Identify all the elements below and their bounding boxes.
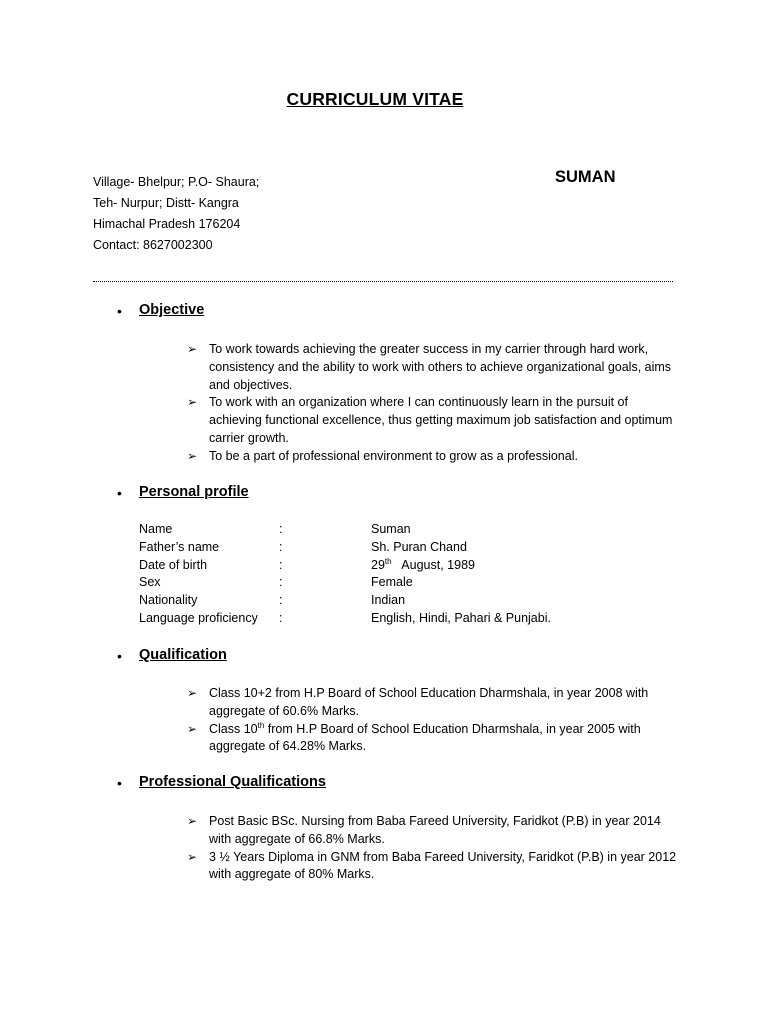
dob-suffix: th xyxy=(384,556,392,566)
list-item xyxy=(185,849,680,885)
class-label: Class 10 xyxy=(209,721,258,736)
profile-label: Language proficiency xyxy=(139,610,258,625)
list-item xyxy=(185,394,680,447)
arrow-bullet-icon: ➢ xyxy=(187,395,198,410)
section-header xyxy=(115,484,715,504)
list-item xyxy=(185,341,680,394)
address-line: Teh- Nurpur; Distt- Kangra xyxy=(93,196,239,210)
section-header xyxy=(115,774,715,794)
table-row xyxy=(139,540,631,558)
bullet-icon: • xyxy=(117,303,122,319)
profile-separator: : xyxy=(279,522,283,536)
profile-value: English, Hindi, Pahari & Punjabi. xyxy=(371,610,551,625)
dob-rest: August, 1989 xyxy=(391,557,475,572)
profile-label: Date of birth xyxy=(139,557,208,572)
qualification-text xyxy=(209,722,641,754)
profile-value: Suman xyxy=(371,522,411,536)
objective-heading: Objective xyxy=(139,302,205,318)
arrow-bullet-icon: ➢ xyxy=(187,686,198,700)
personal-profile-table xyxy=(139,522,631,629)
table-row xyxy=(139,593,631,611)
profile-value: Sh. Puran Chand xyxy=(371,539,467,554)
profile-separator: : xyxy=(279,539,283,554)
professional-qualification-text: Post Basic BSc. Nursing from Baba Fareed University, Faridkot (P.B) in year 2014 with aggregate of 66.8% Marks. xyxy=(209,814,661,846)
objective-list xyxy=(185,341,680,466)
profile-separator: : xyxy=(279,610,283,625)
profile-separator: : xyxy=(279,593,283,608)
professional-qualifications-list xyxy=(185,813,680,884)
document-title: CURRICULUM VITAE xyxy=(286,89,464,109)
arrow-bullet-icon: ➢ xyxy=(187,342,198,356)
class-suffix: th xyxy=(257,720,265,730)
address-block xyxy=(93,172,259,256)
table-row xyxy=(139,522,631,540)
list-item xyxy=(185,685,680,721)
professional-qualifications-heading: Professional Qualifications xyxy=(139,774,326,790)
profile-value: Female xyxy=(371,575,413,590)
profile-value: Indian xyxy=(371,593,406,608)
objective-text: To be a part of professional environment to grow as a professional. xyxy=(209,448,578,463)
qualification-section xyxy=(115,647,715,667)
qualification-list xyxy=(185,685,680,756)
table-row xyxy=(139,611,631,629)
personal-profile-section xyxy=(115,484,715,504)
dob-day: 29 xyxy=(371,557,385,572)
objective-text: To work with an organization where I can continuously learn in the pursuit of achieving functional excellence, thus getting maximum job satisfaction and optimum carrier growth. xyxy=(209,395,673,445)
arrow-bullet-icon: ➢ xyxy=(187,814,198,828)
table-row xyxy=(139,575,631,593)
address-line: Himachal Pradesh 176204 xyxy=(93,217,241,231)
profile-label: Name xyxy=(139,522,173,536)
profile-separator: : xyxy=(279,557,283,572)
objective-text: To work towards achieving the greater success in my carrier through hard work, consistency and the ability to work with others to achieve organizational goals, aims and objectives. xyxy=(209,342,672,392)
dotted-divider xyxy=(93,281,673,282)
list-item xyxy=(185,721,680,757)
list-item xyxy=(185,813,680,849)
list-item xyxy=(185,448,680,466)
bullet-icon: • xyxy=(117,485,122,501)
qualification-heading: Qualification xyxy=(139,647,227,663)
profile-separator: : xyxy=(279,575,283,590)
professional-qualification-text: 3 ½ Years Diploma in GNM from Baba Fareed University, Faridkot (P.B) in year 2012 with aggregate of 80% Marks. xyxy=(209,849,677,882)
profile-label: Nationality xyxy=(139,593,198,608)
qualification-text: Class 10+2 from H.P Board of School Education Dharmshala, in year 2008 with aggregate of 60.6% Marks. xyxy=(209,686,649,718)
professional-qualifications-section xyxy=(115,774,715,794)
arrow-bullet-icon: ➢ xyxy=(187,849,198,864)
section-header xyxy=(115,302,715,322)
personal-profile-heading: Personal profile xyxy=(139,484,249,500)
profile-label: Sex xyxy=(139,575,161,590)
section-header xyxy=(115,647,715,667)
profile-label: Father’s name xyxy=(139,539,220,554)
arrow-bullet-icon: ➢ xyxy=(187,448,198,463)
objective-section xyxy=(115,302,715,322)
table-row xyxy=(139,558,631,576)
arrow-bullet-icon: ➢ xyxy=(187,721,198,736)
qualification-rest: from H.P Board of School Education Dharmshala, in year 2005 with aggregate of 64.28% Marks. xyxy=(209,721,641,754)
address-line: Village- Bhelpur; P.O- Shaura; xyxy=(93,175,260,189)
bullet-icon: • xyxy=(117,648,122,664)
candidate-name: SUMAN xyxy=(555,168,616,186)
contact-line: Contact: 8627002300 xyxy=(93,238,213,252)
bullet-icon: • xyxy=(117,775,122,791)
profile-value xyxy=(371,558,631,576)
